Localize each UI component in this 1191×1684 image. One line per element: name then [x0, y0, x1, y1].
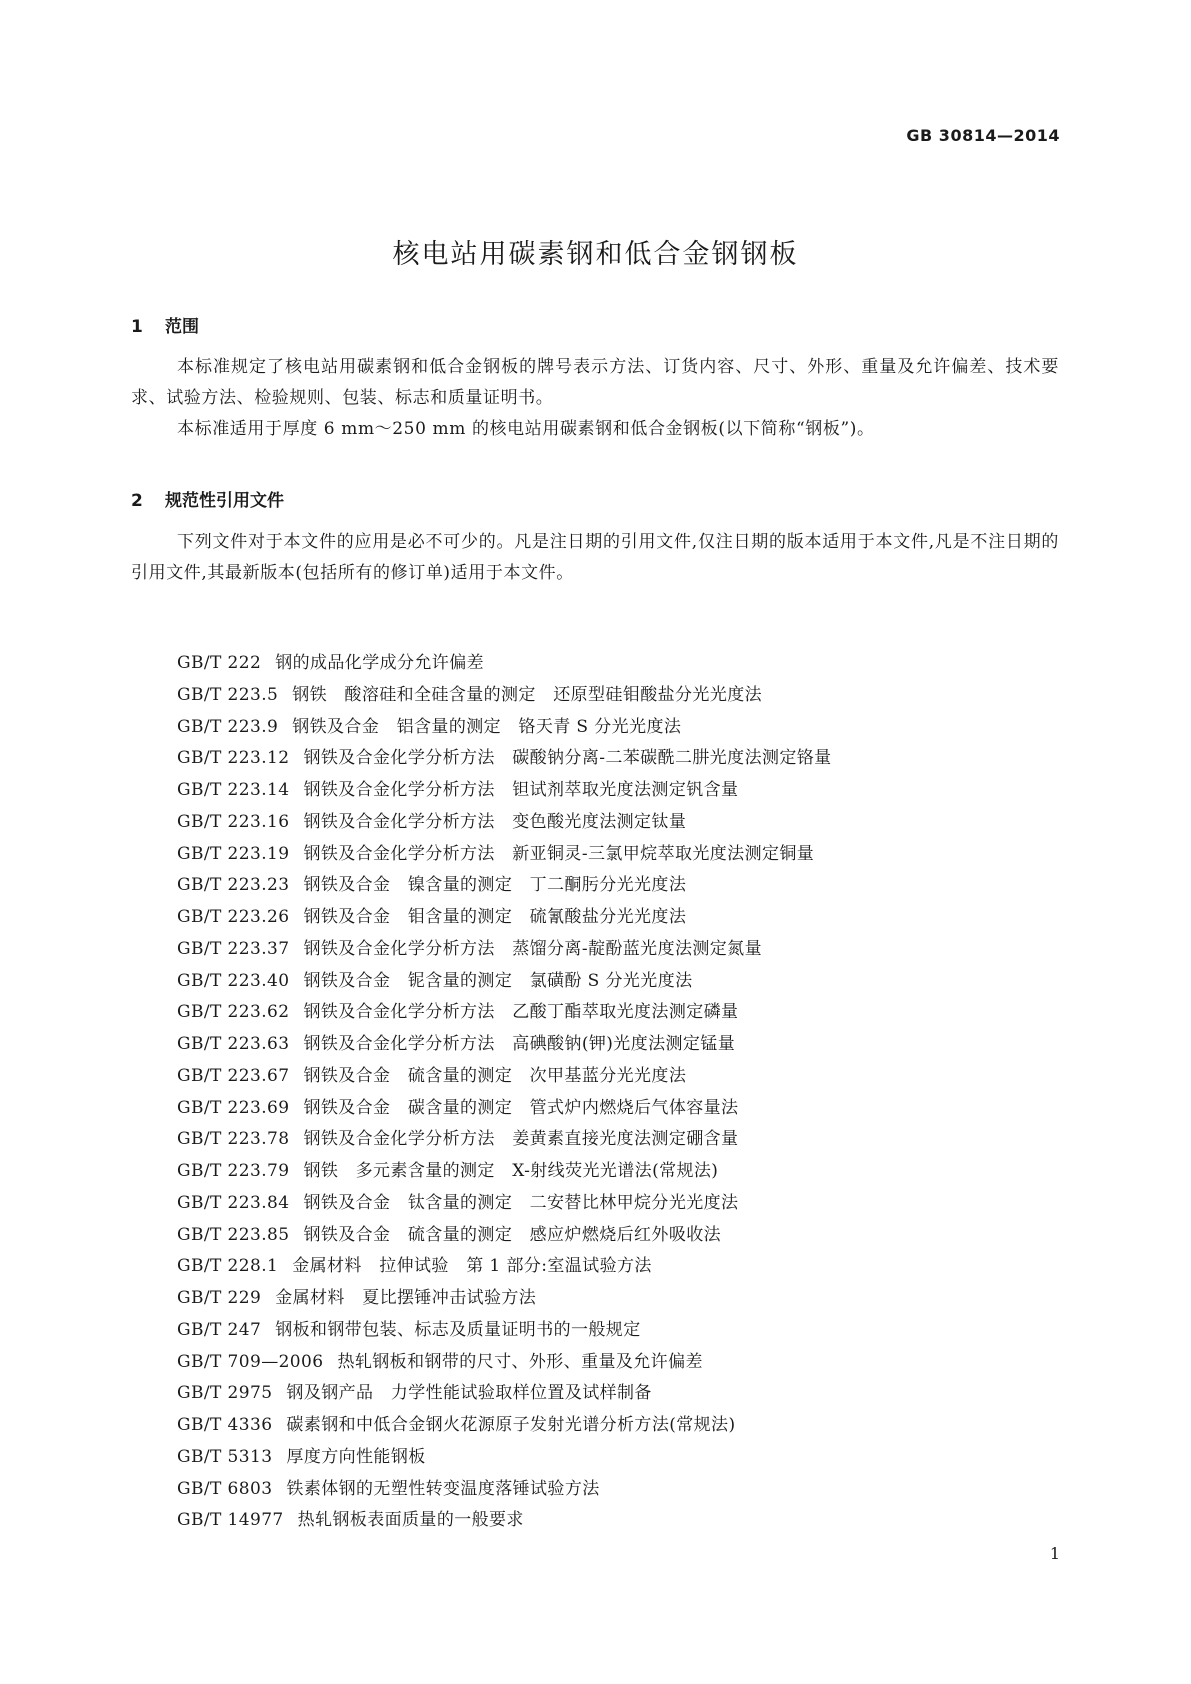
reference-title: 钢铁 多元素含量的测定 X-射线荧光光谱法(常规法) — [303, 1161, 719, 1181]
reference-title: 钢铁及合金 碳含量的测定 管式炉内燃烧后气体容量法 — [303, 1097, 739, 1118]
reference-title: 钢铁及合金化学分析方法 姜黄素直接光度法测定硼含量 — [303, 1129, 739, 1150]
reference-title: 钢铁及合金化学分析方法 蒸馏分离-靛酚蓝光度法测定氮量 — [303, 938, 762, 959]
reference-title: 钢铁及合金 镍含量的测定 丁二酮肟分光光度法 — [303, 875, 687, 896]
reference-item — [177, 1029, 832, 1061]
standard-code: GB 30814—2014 — [906, 126, 1060, 145]
reference-item — [177, 902, 832, 934]
reference-item — [177, 1156, 832, 1188]
reference-code: GB/T 247 — [177, 1319, 262, 1340]
reference-title: 钢铁及合金化学分析方法 钽试剂萃取光度法测定钒含量 — [303, 780, 739, 800]
reference-code: GB/T 229 — [177, 1288, 262, 1308]
reference-title: 钢板和钢带包装、标志及质量证明书的一般规定 — [275, 1319, 641, 1340]
reference-code: GB/T 223.63 — [177, 1034, 290, 1054]
reference-title: 铁素体钢的无塑性转变温度落锤试验方法 — [286, 1478, 600, 1499]
reference-list — [177, 648, 832, 1537]
reference-code: GB/T 223.14 — [177, 780, 290, 800]
reference-item — [177, 966, 832, 998]
reference-title: 钢铁及合金 铝含量的测定 铬天青 S 分光光度法 — [292, 716, 682, 737]
reference-code: GB/T 223.26 — [177, 907, 290, 927]
reference-item — [177, 1188, 832, 1220]
reference-item — [177, 1061, 832, 1093]
reference-item — [177, 712, 832, 744]
reference-code: GB/T 5313 — [177, 1446, 273, 1467]
reference-item — [177, 997, 832, 1029]
reference-title: 钢铁及合金 钛含量的测定 二安替比林甲烷分光光度法 — [303, 1192, 739, 1213]
reference-title: 金属材料 夏比摆锤冲击试验方法 — [275, 1288, 537, 1308]
reference-title: 金属材料 拉伸试验 第 1 部分:室温试验方法 — [292, 1256, 652, 1277]
reference-title: 钢及钢产品 力学性能试验取样位置及试样制备 — [286, 1383, 652, 1404]
reference-title: 钢铁及合金 铌含量的测定 氯磺酚 S 分光光度法 — [303, 970, 693, 991]
reference-item — [177, 1251, 832, 1283]
reference-title: 钢铁及合金化学分析方法 高碘酸钠(钾)光度法测定锰量 — [303, 1034, 736, 1054]
reference-item — [177, 839, 832, 871]
reference-code: GB/T 223.37 — [177, 938, 290, 959]
reference-item — [177, 1124, 832, 1156]
reference-code: GB/T 223.23 — [177, 875, 290, 896]
reference-title: 钢铁及合金 硫含量的测定 次甲基蓝分光光度法 — [303, 1065, 687, 1086]
reference-title: 热轧钢板表面质量的一般要求 — [297, 1510, 524, 1531]
reference-code: GB/T 223.79 — [177, 1161, 290, 1181]
reference-code: GB/T 223.84 — [177, 1192, 290, 1213]
reference-title: 热轧钢板和钢带的尺寸、外形、重量及允许偏差 — [337, 1351, 703, 1372]
reference-code: GB/T 222 — [177, 653, 262, 673]
reference-code: GB/T 14977 — [177, 1510, 284, 1531]
reference-item — [177, 743, 832, 775]
section-title: 规范性引用文件 — [165, 491, 284, 511]
reference-item — [177, 870, 832, 902]
reference-code: GB/T 223.67 — [177, 1065, 290, 1086]
reference-code: GB/T 223.16 — [177, 811, 290, 832]
section-number: 1 — [131, 317, 143, 337]
scope-paragraph-1: 本标准规定了核电站用碳素钢和低合金钢板的牌号表示方法、订货内容、尺寸、外形、重量及允许偏差、技术要求、试验方法、检验规则、包装、标志和质量证明书。 — [131, 357, 1059, 408]
reference-code: GB/T 223.69 — [177, 1097, 290, 1118]
reference-code: GB/T 223.62 — [177, 1002, 290, 1023]
reference-code: GB/T 6803 — [177, 1478, 273, 1499]
section-heading-scope — [131, 312, 199, 337]
reference-item — [177, 807, 832, 839]
reference-code: GB/T 223.12 — [177, 748, 290, 769]
reference-item — [177, 1410, 832, 1442]
reference-item — [177, 1283, 832, 1315]
reference-title: 碳素钢和中低合金钢火花源原子发射光谱分析方法(常规法) — [286, 1415, 736, 1435]
reference-code: GB/T 223.85 — [177, 1224, 290, 1245]
section-heading-normative-references — [131, 486, 284, 511]
reference-title: 钢铁及合金化学分析方法 碳酸钠分离-二苯碳酰二肼光度法测定铬量 — [303, 748, 832, 769]
page-number: 1 — [1049, 1544, 1060, 1563]
reference-item — [177, 1315, 832, 1347]
reference-code: GB/T 709—2006 — [177, 1351, 324, 1372]
reference-code: GB/T 4336 — [177, 1415, 273, 1435]
references-intro-paragraph: 下列文件对于本文件的应用是必不可少的。凡是注日期的引用文件,仅注日期的版本适用于本文件,凡是不注日期的引用文件,其最新版本(包括所有的修订单)适用于本文件。 — [131, 532, 1059, 583]
reference-item — [177, 934, 832, 966]
reference-item — [177, 1093, 832, 1125]
reference-title: 钢铁及合金化学分析方法 变色酸光度法测定钛量 — [303, 811, 687, 832]
reference-code: GB/T 223.5 — [177, 684, 279, 705]
reference-item — [177, 1474, 832, 1506]
reference-item — [177, 1347, 832, 1379]
reference-title: 厚度方向性能钢板 — [286, 1446, 426, 1467]
reference-title: 钢铁及合金 钼含量的测定 硫氰酸盐分光光度法 — [303, 907, 687, 927]
reference-item — [177, 1442, 832, 1474]
reference-item — [177, 1505, 832, 1537]
reference-code: GB/T 223.19 — [177, 843, 290, 864]
reference-item — [177, 1378, 832, 1410]
document-title: 核电站用碳素钢和低合金钢钢板 — [392, 239, 799, 270]
reference-item — [177, 1220, 832, 1252]
reference-code: GB/T 223.78 — [177, 1129, 290, 1150]
reference-code: GB/T 228.1 — [177, 1256, 279, 1277]
reference-item — [177, 648, 832, 680]
reference-code: GB/T 223.40 — [177, 970, 290, 991]
reference-code: GB/T 223.9 — [177, 716, 279, 737]
section-title: 范围 — [165, 317, 199, 337]
reference-item — [177, 680, 832, 712]
reference-code: GB/T 2975 — [177, 1383, 273, 1404]
scope-paragraph-2: 本标准适用于厚度 6 mm～250 mm 的核电站用碳素钢和低合金钢板(以下简称“钢板”)。 — [177, 419, 875, 439]
section-number: 2 — [131, 491, 143, 511]
reference-title: 钢铁及合金 硫含量的测定 感应炉燃烧后红外吸收法 — [303, 1224, 722, 1245]
reference-title: 钢铁及合金化学分析方法 乙酸丁酯萃取光度法测定磷量 — [303, 1002, 739, 1023]
reference-title: 钢的成品化学成分允许偏差 — [275, 653, 485, 673]
reference-item — [177, 775, 832, 807]
reference-title: 钢铁及合金化学分析方法 新亚铜灵-三氯甲烷萃取光度法测定铜量 — [303, 843, 815, 864]
reference-title: 钢铁 酸溶硅和全硅含量的测定 还原型硅钼酸盐分光光度法 — [292, 684, 763, 705]
